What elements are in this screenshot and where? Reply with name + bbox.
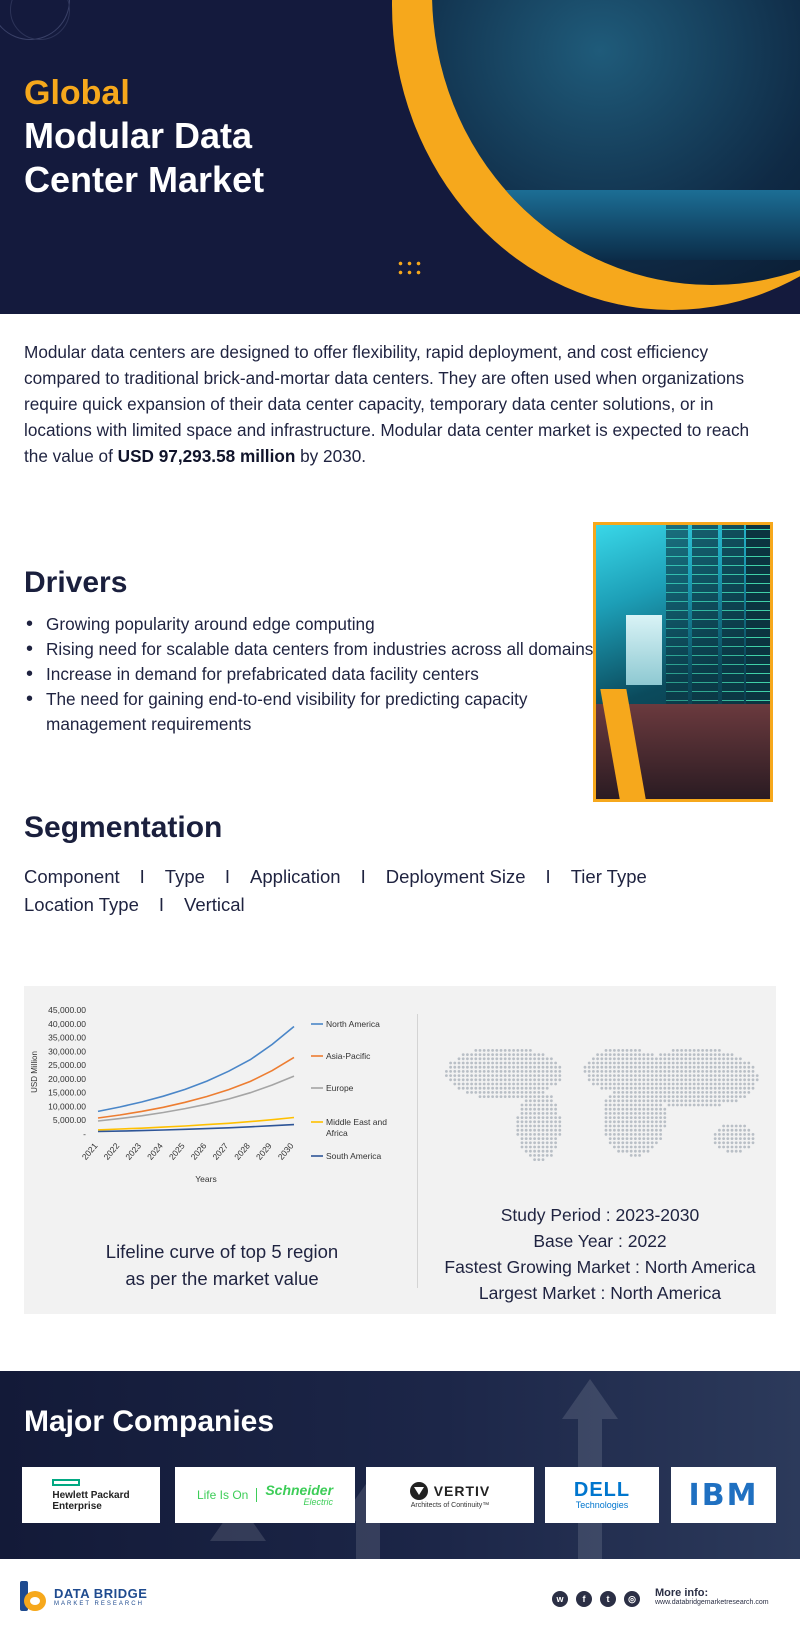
y-tick-label: 5,000.00 xyxy=(52,1115,86,1126)
schneider-tagline: Life Is On xyxy=(197,1488,257,1502)
segment-location-type: Location Type xyxy=(24,894,139,915)
dell-sub: Technologies xyxy=(575,1500,629,1510)
server-room-image xyxy=(432,0,800,285)
x-tick-label: 2024 xyxy=(145,1140,165,1162)
drivers-heading: Drivers xyxy=(24,566,128,599)
schneider-name: Schneider xyxy=(265,1482,334,1498)
hpe-name: Enterprise xyxy=(52,1500,102,1512)
list-item: • Growing popularity around edge computing xyxy=(24,612,600,637)
vertiv-tag: Architects of Continuity™ xyxy=(410,1501,490,1509)
list-item: • The need for gaining end-to-end visibility for predicting capacity management requirements xyxy=(24,687,600,737)
y-tick-label: 15,000.00 xyxy=(48,1087,86,1098)
x-tick-label: 2026 xyxy=(188,1140,209,1162)
segmentation-heading: Segmentation xyxy=(24,811,223,844)
major-companies-section xyxy=(0,1371,800,1559)
dell-logo xyxy=(545,1467,659,1523)
more-info xyxy=(655,1587,769,1606)
dell-name: DELL xyxy=(573,1479,631,1501)
vertiv-logo xyxy=(366,1467,534,1523)
social-links xyxy=(552,1591,640,1607)
vertiv-mark-icon xyxy=(410,1482,428,1500)
y-tick-label: - xyxy=(83,1129,86,1139)
segment-application: Application xyxy=(250,866,341,887)
separator: I xyxy=(158,894,164,915)
segment-tier-type: Tier Type xyxy=(570,866,647,887)
data-bridge-mark-icon xyxy=(20,1581,46,1611)
segment-deployment-size: Deployment Size xyxy=(385,866,526,887)
list-item: • Rising need for scalable data centers from industries across all domains xyxy=(24,637,600,662)
chart-caption xyxy=(42,1238,402,1292)
divider xyxy=(417,1014,418,1288)
x-tick-label: 2029 xyxy=(253,1140,274,1162)
separator: I xyxy=(545,866,551,887)
segment-component: Component xyxy=(24,866,120,887)
y-tick-label: 10,000.00 xyxy=(48,1101,86,1112)
separator: I xyxy=(139,866,145,887)
legend-entry: Asia-Pacific xyxy=(326,1051,371,1061)
arrow-decoration xyxy=(562,1379,618,1419)
y-tick-label: 40,000.00 xyxy=(48,1018,86,1029)
x-tick-label: 2030 xyxy=(275,1140,296,1162)
title-line-global: Global xyxy=(24,74,130,112)
market-stats xyxy=(424,1202,776,1306)
datacenter-corridor-image xyxy=(593,522,773,802)
more-info-label: More info: xyxy=(655,1587,709,1599)
fastest-growing-market: Fastest Growing Market : North America xyxy=(444,1257,756,1277)
intro-paragraph xyxy=(24,339,776,469)
hpe-name: Hewlett Packard xyxy=(52,1489,130,1501)
y-axis-label: USD Million xyxy=(30,1051,39,1093)
segmentation-row-2 xyxy=(24,894,784,916)
title-line-3: Center Market xyxy=(24,159,265,200)
x-tick-label: 2028 xyxy=(232,1140,252,1162)
companies-heading: Major Companies xyxy=(24,1405,275,1438)
brand-name: DATA BRIDGE xyxy=(54,1585,148,1601)
legend-entry: Middle East and xyxy=(326,1117,387,1127)
x-tick-label: 2021 xyxy=(79,1140,100,1162)
title-line-2: Modular Data xyxy=(24,115,253,156)
caption-line: as per the market value xyxy=(125,1268,319,1289)
drivers-list xyxy=(24,612,600,737)
map-dots xyxy=(445,1049,759,1161)
y-tick-label: 45,000.00 xyxy=(48,1005,86,1015)
legend-entry: Africa xyxy=(326,1128,348,1138)
base-year: Base Year : 2022 xyxy=(533,1231,667,1251)
market-value-highlight: USD 97,293.58 million xyxy=(117,446,296,466)
schneider-logo xyxy=(175,1467,355,1523)
x-tick-label: 2022 xyxy=(101,1140,122,1162)
legend-entry: North America xyxy=(326,1019,380,1029)
ibm-logo xyxy=(671,1467,776,1523)
brand-sub: MARKET RESEARCH xyxy=(54,1600,144,1607)
data-bridge-logo[interactable] xyxy=(20,1581,147,1611)
schneider-sub: Electric xyxy=(303,1497,334,1507)
series-line xyxy=(98,1118,294,1130)
segmentation-row-1 xyxy=(24,866,784,888)
page-title xyxy=(24,72,264,202)
website-link[interactable]: www.databridgemarketresearch.com xyxy=(655,1599,769,1606)
hpe-logo xyxy=(22,1467,160,1523)
largest-market: Largest Market : North America xyxy=(478,1283,722,1303)
study-period: Study Period : 2023-2030 xyxy=(500,1205,700,1225)
intro-text: Modular data centers are designed to offer flexibility, rapid deployment, and cost efficiency compared to traditional brick-and-mortar data centers. They are often used when organizations require quick expansion of their data center capacity, temporary data center solutions, or in locations with limited space and infrastructure. Modular data center market is expected to reach the value of xyxy=(24,342,750,466)
market-overview-panel xyxy=(24,986,776,1314)
legend-entry: South America xyxy=(326,1151,382,1161)
arrow-decoration xyxy=(356,1521,380,1559)
y-tick-label: 25,000.00 xyxy=(48,1060,86,1071)
vertiv-name: VERTIV xyxy=(433,1482,491,1499)
whatsapp-icon[interactable]: w xyxy=(552,1591,568,1607)
dots-decoration xyxy=(396,259,422,277)
segment-type: Type xyxy=(164,866,205,887)
legend-entry: Europe xyxy=(326,1083,354,1093)
caption-line: Lifeline curve of top 5 region xyxy=(105,1241,339,1262)
separator: I xyxy=(360,866,366,887)
twitter-icon[interactable]: t xyxy=(600,1591,616,1607)
segment-vertical: Vertical xyxy=(184,894,245,915)
y-tick-label: 35,000.00 xyxy=(48,1032,86,1043)
list-item: • Increase in demand for prefabricated data facility centers xyxy=(24,662,600,687)
x-tick-label: 2023 xyxy=(123,1140,144,1162)
hpe-mark-icon xyxy=(52,1479,80,1486)
facebook-icon[interactable]: f xyxy=(576,1591,592,1607)
x-tick-label: 2027 xyxy=(210,1140,231,1162)
ibm-name: IBM xyxy=(688,1477,759,1513)
x-tick-label: 2025 xyxy=(166,1140,187,1162)
separator: I xyxy=(224,866,231,887)
y-tick-label: 20,000.00 xyxy=(48,1073,86,1084)
regional-line-chart xyxy=(24,986,414,1236)
x-axis-label: Years xyxy=(195,1174,217,1184)
footer xyxy=(0,1559,800,1631)
y-tick-label: 30,000.00 xyxy=(48,1046,86,1057)
instagram-icon[interactable]: ◎ xyxy=(624,1591,640,1607)
intro-text-end: by 2030. xyxy=(295,446,367,466)
hero-banner xyxy=(0,0,800,314)
world-map-icon xyxy=(434,1038,764,1168)
